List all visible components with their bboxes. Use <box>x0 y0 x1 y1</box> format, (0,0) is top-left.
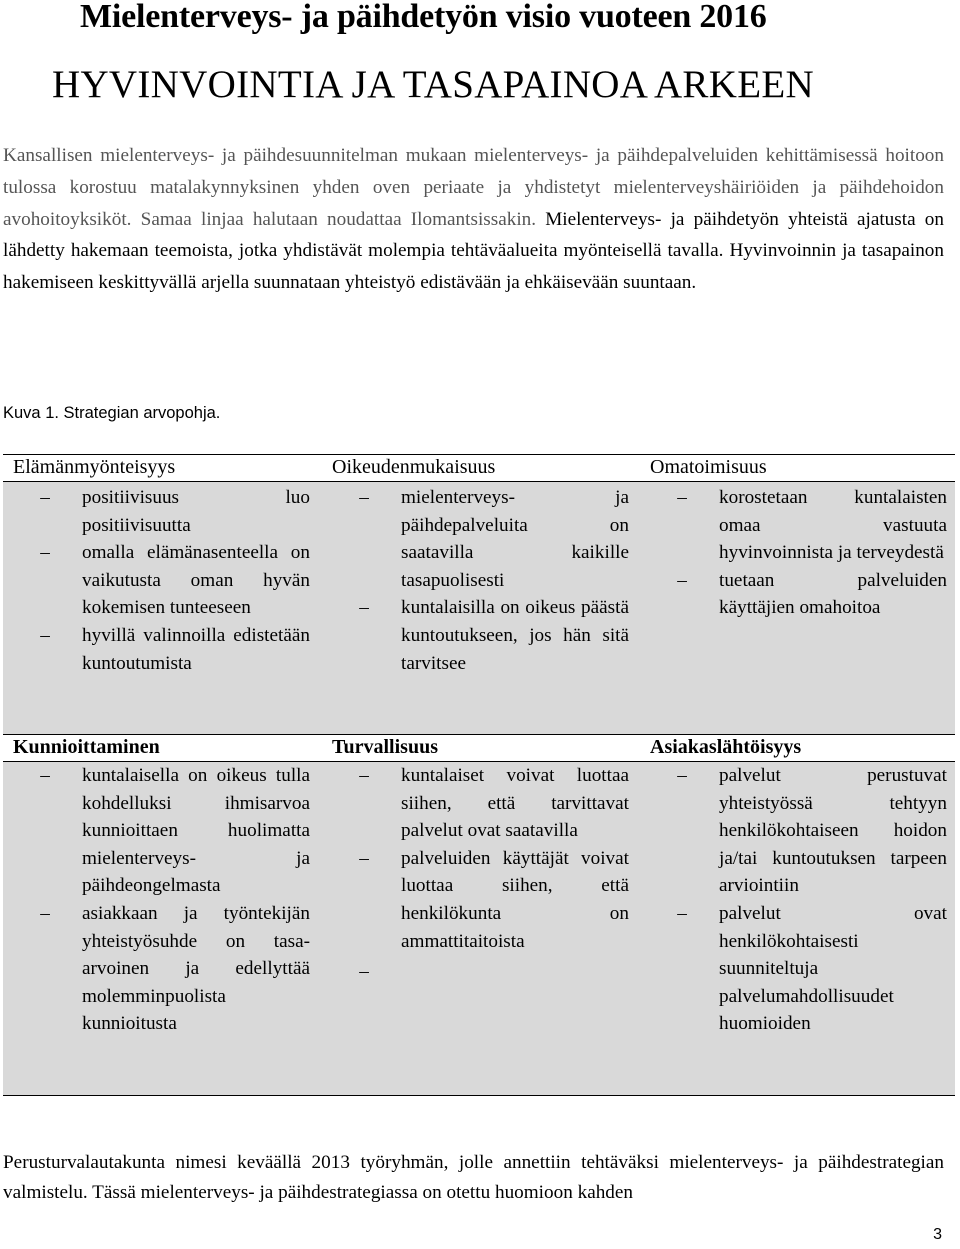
list-item: – mielenterveys- ja päihdepalveluita on saatavilla kaikille tasapuolisesti <box>347 484 629 594</box>
dash-bullet: – <box>677 765 687 786</box>
dash-bullet: – <box>40 624 50 646</box>
table-top-rule <box>3 454 955 455</box>
list-item: – palveluiden käyttäjät voivat luottaa siihen, että henkilökunta on ammattitaitoista <box>347 845 629 955</box>
page-title: Mielenterveys- ja päihdetyön visio vuoteen 2016 <box>80 0 767 35</box>
intro-part2: Mielenterveys- ja päihdetyön yhteistä ajatusta on lähdetty hakemaan teemoista, jotka yhdistävät molempia tehtäväalueita myönteisellä tavalla. Hyvinvoinnin ja tasapainon hakemiseen keskittyvällä arjella suunnataan yhteistyö edistävään ja ehkäisevään suuntaan. <box>3 208 944 294</box>
dash-bullet: – <box>677 487 687 508</box>
list-item: – kuntalaisella on oikeus tulla kohdelluksi ihmisarvoa kunnioittaen huolimatta mielenterveys- ja päihdeongelmasta <box>28 762 310 900</box>
dash-bullet: – <box>677 902 687 924</box>
cell-row2-col1 <box>28 762 310 1038</box>
dash-bullet: – <box>40 765 50 786</box>
cell-row2-col2 <box>347 762 629 983</box>
intro-part1: Kansallisen mielenterveys- ja päihdesuunnitelman mukaan mielenterveys- ja päihdepalveluiden kehittämisessä hoitoon tulossa korostuu matalakynnyksinen yhden oven periaate ja yhdistetyt mielenterveyshäiriöiden ja päihdehoidon avohoitoyksiköt. Samaa linjaa halutaan noudattaa Ilomantsissakin. <box>3 145 944 230</box>
header-elamanmyonteisyys: Elämänmyönteisyys <box>13 456 176 478</box>
figure-caption: Kuva 1. Strategian arvopohja. <box>3 404 221 422</box>
page-number: 3 <box>933 1226 942 1243</box>
table-bottom-rule <box>3 1095 955 1096</box>
table-header-row-2 <box>3 736 955 761</box>
dash-bullet: – <box>40 542 50 564</box>
list-item: – kuntalaisilla on oikeus päästä kuntoutukseen, jos hän sitä tarvitsee <box>347 594 629 677</box>
list-item: – palvelut perustuvat yhteistyössä tehtyyn henkilökohtaiseen hoidon ja/tai kuntoutuksen tarpeen arviointiin <box>665 762 947 900</box>
header-turvallisuus: Turvallisuus <box>332 736 438 758</box>
dash-bullet: – <box>359 847 369 869</box>
dash-bullet: – <box>359 765 369 786</box>
cell-row2-col3 <box>665 762 947 1038</box>
header-asiakaslahtoisyys: Asiakaslähtöisyys <box>650 736 802 758</box>
dash-bullet: – <box>677 569 687 591</box>
dash-bullet: – <box>359 597 369 619</box>
list-item: – korostetaan kuntalaisten omaa vastuuta hyvinvoinnista ja terveydestä <box>665 484 947 567</box>
closing-paragraph: Perusturvalautakunta nimesi keväällä 2013 työryhmän, jolle annettiin tehtäväksi mielenterveys- ja päihdestrategian valmistelu. Tässä mielenterveys- ja päihdestrategiassa on otettu huomioon kahden <box>3 1152 944 1203</box>
page-subtitle: HYVINVOINTIA JA TASAPAINOA ARKEEN <box>52 63 814 106</box>
header-omatoimisuus: Omatoimisuus <box>650 456 767 478</box>
table-middle-rule <box>3 734 955 735</box>
dash-bullet: – <box>40 487 50 508</box>
list-item: – omalla elämänasenteella on vaikutusta oman hyvän kokemisen tunteeseen <box>28 539 310 622</box>
table-header-row-1 <box>3 456 955 481</box>
list-item: – kuntalaiset voivat luottaa siihen, että tarvittavat palvelut ovat saatavilla <box>347 762 629 845</box>
header-kunnioittaminen: Kunnioittaminen <box>13 736 160 758</box>
list-item: – hyvillä valinnoilla edistetään kuntoutumista <box>28 622 310 677</box>
intro-paragraph <box>3 140 944 299</box>
dash-bullet: – <box>40 902 50 924</box>
dash-bullet: – <box>359 961 369 983</box>
list-item: – palvelut ovat henkilökohtaisesti suunniteltuja palvelumahdollisuudet huomioiden <box>665 900 947 1038</box>
header-oikeudenmukaisuus: Oikeudenmukaisuus <box>332 456 496 478</box>
dash-bullet: – <box>359 487 369 508</box>
list-item: – positiivisuus luo positiivisuutta <box>28 484 310 539</box>
list-item: – asiakkaan ja työntekijän yhteistyösuhde on tasa-arvoinen ja edellyttää molemminpuolista kunnioitusta <box>28 900 310 1038</box>
cell-row1-col2 <box>347 484 629 677</box>
cell-row1-col3 <box>665 484 947 622</box>
cell-row1-col1 <box>28 484 310 677</box>
list-item: – tuetaan palveluiden käyttäjien omahoitoa <box>665 567 947 622</box>
